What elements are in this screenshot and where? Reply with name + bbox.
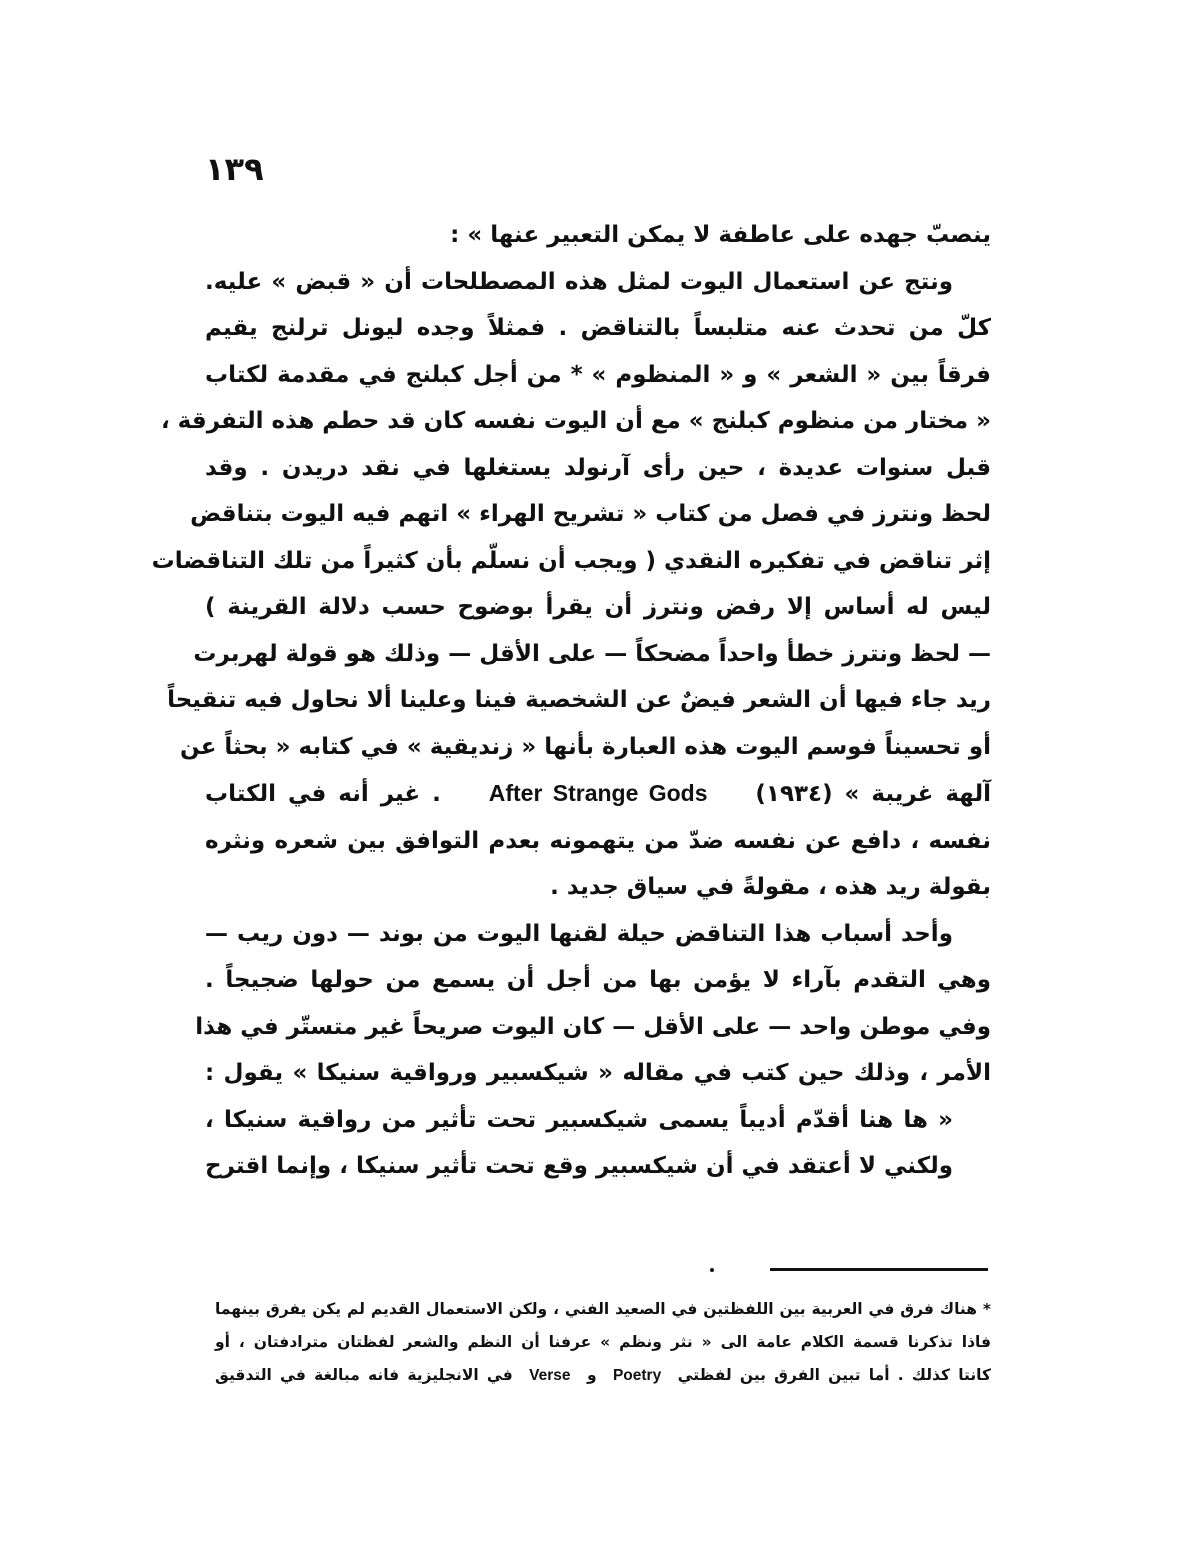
footnote-latin-verse: Verse <box>529 1367 571 1384</box>
main-text <box>151 212 991 1190</box>
footnote <box>215 1293 991 1392</box>
footnote-part-3: في الانجليزية فانه مبالغة في التدقيق <box>215 1366 513 1384</box>
text-line-2: ونتج عن استعمال اليوت لمثل هذه المصطلحات أن « قبض » عليه. <box>205 268 953 295</box>
text-line-5: « مختار من منظوم كبلنج » مع أن اليوت نفسه كان قد حطم هذه التفرقة ، <box>160 408 991 434</box>
text-line-1: ينصبّ جهده على عاطفة لا يمكن التعبير عنها » : <box>450 222 991 248</box>
text-line-7: لحظ ونترز في فصل من كتاب « تشريح الهراء » اتهم فيه اليوت بتناقض <box>190 501 991 527</box>
text-line-b-7: « ها هنا أقدّم أديباً يسمى شيكسبير تحت تأثير من رواقية سنيكا ، <box>205 1106 953 1133</box>
footnote-part-2: و <box>586 1366 597 1384</box>
latin-title: After Strange Gods <box>488 780 708 806</box>
text-line-10: — لحظ ونترز خطأ واحداً مضحكاً — على الأقل — وذلك هو قولة لهربرت <box>193 640 991 667</box>
text-line-b-2: بقولة ريد هذه ، مقولةً في سياق جديد . <box>550 874 991 900</box>
text-line-11: ريد جاء فيها أن الشعر فيضٌ عن الشخصية فينا وعلينا ألا نحاول فيه تنقيحاً <box>167 687 991 713</box>
gods-text-before: آلهة غريبة » (١٩٣٤) <box>755 781 991 807</box>
gods-text-after: . غير أنه في الكتاب <box>205 781 441 807</box>
footnote-rule <box>770 1268 988 1271</box>
text-line-4: فرقاً بين « الشعر » و « المنظوم » * من أجل كبلنج في مقدمة لكتاب <box>205 361 991 388</box>
paragraph-block-2 <box>195 818 991 1190</box>
footnote-line-last <box>215 1359 991 1392</box>
footnote-dot <box>710 1268 714 1272</box>
footnote-latin-poetry: Poetry <box>612 1367 662 1384</box>
footnote-lines <box>215 1293 991 1359</box>
footnote-line-1: * هناك فرق في العربية بين اللفظتين في الصعيد الفني ، ولكن الاستعمال القديم لم يكن يفرق بينهما <box>215 1300 991 1318</box>
paragraph-block-1 <box>151 212 991 770</box>
footnote-part-1: كانتا كذلك . أما تبين الفرق بين لفظتي <box>677 1366 991 1384</box>
text-line-9: ليس له أساس إلا رفض ونترز أن يقرأ بوضوح حسب دلالة القرينة ) <box>205 594 991 620</box>
text-line-gods <box>205 770 991 818</box>
text-line-b-1: نفسه ، دافع عن نفسه ضدّ من يتهمونه بعدم التوافق بين شعره ونثره <box>205 827 991 854</box>
text-line-b-4: وهي التقدم بآراء لا يؤمن بها من أجل أن يسمع من حولها ضجيجاً . <box>205 967 991 993</box>
text-line-6: قبل سنوات عديدة ، حين رأى آرنولد يستغلها في نقد دريدن . وقد <box>205 454 991 481</box>
text-line-b-8: ولكني لا أعتقد في أن شيكسبير وقع تحت تأثير سنيكا ، وإنما اقترح <box>205 1153 953 1179</box>
text-line-12: أو تحسيناً فوسم اليوت هذه العبارة بأنها « زنديقية » في كتابه « بحثاً عن <box>180 733 991 760</box>
text-line-b-5: وفي موطن واحد — على الأقل — كان اليوت صريحاً غير متستّر في هذا <box>195 1013 991 1040</box>
page-number: ١٣٩ <box>205 150 264 188</box>
text-line-8: إثر تناقض في تفكيره النقدي ( ويجب أن نسلّم بأن كثيراً من تلك التناقضات <box>151 547 991 574</box>
text-line-3: كلّ من تحدث عنه متلبساً بالتناقض . فمثلاً وجده ليونل ترلنج يقيم <box>205 315 991 341</box>
text-line-b-6: الأمر ، وذلك حين كتب في مقاله « شيكسبير ورواقية سنيكا » يقول : <box>205 1060 991 1086</box>
text-line-b-3: وأحد أسباب هذا التناقض حيلة لقنها اليوت من بوند — دون ريب — <box>205 920 953 947</box>
footnote-line-2: فاذا تذكرنا قسمة الكلام عامة الى « نثر ونظم » عرفنا أن النظم والشعر لفظتان مترادفتان ، أو <box>215 1333 991 1351</box>
